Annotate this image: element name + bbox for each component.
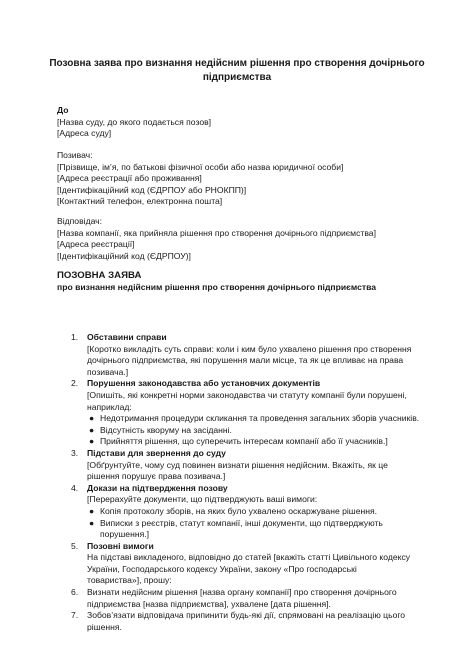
item-text: рішення порушує права позивача.] xyxy=(87,471,226,482)
item-title: Позовні вимоги xyxy=(87,540,154,551)
item-text: [Обґрунтуйте, чому суд повинен визнати рішення недійсним. Вкажіть, як це xyxy=(87,459,388,470)
item-title: Обставини справи xyxy=(87,332,167,342)
item-title: Порушення законодавства або установчих документів xyxy=(87,378,321,389)
item-number: 2. xyxy=(71,378,79,389)
plaintiff-block xyxy=(57,150,437,208)
defendant-block xyxy=(57,216,437,262)
bullet-icon: ● xyxy=(89,505,95,516)
list-item xyxy=(57,483,427,541)
bullet-list xyxy=(87,506,427,541)
bullet-text: порушення.] xyxy=(100,529,150,540)
item-text: товариства»], прошу: xyxy=(87,575,172,586)
title-line: підприємства xyxy=(202,72,272,83)
defendant-label: Відповідач: xyxy=(57,216,103,226)
plaintiff-label: Позивач: xyxy=(57,150,93,160)
item-number: 7. xyxy=(71,610,79,621)
bullet-item xyxy=(87,436,427,448)
plaintiff-name: [Прізвище, ім’я, по батькові фізичної особи або назва юридичної особи] xyxy=(57,161,344,172)
item-text: [Коротко викладіть суть справи: коли і ким було ухвалено рішення про створення xyxy=(87,343,412,354)
list-item xyxy=(57,587,427,610)
item-text: Зобов’язати відповідача припинити будь-які дії, спрямовані на реалізацію цього xyxy=(87,610,406,621)
bullet-list xyxy=(87,413,427,448)
list-item xyxy=(57,448,427,483)
document-title xyxy=(40,57,434,85)
court-name: [Назва суду, до якого подається позов] xyxy=(57,116,212,127)
plaintiff-address: [Адреса реєстрації або проживання] xyxy=(57,173,202,184)
court-address: [Адреса суду] xyxy=(57,128,112,139)
claim-items-list xyxy=(57,332,427,633)
list-item xyxy=(57,610,427,633)
bullet-text: Недотримання процедури скликання та проведення загальних зборів учасників. xyxy=(100,413,420,424)
item-number: 6. xyxy=(71,587,79,598)
bullet-icon: ● xyxy=(89,424,95,435)
item-number: 1. xyxy=(71,332,79,342)
list-item xyxy=(57,541,427,587)
item-text: [Опишіть, які конкретні норми законодавства чи статуту компанії були порушені, xyxy=(87,389,407,400)
list-item xyxy=(57,332,427,378)
bullet-text: Копія протоколу зборів, на яких було ухвалено оскаржуване рішення. xyxy=(100,505,378,516)
defendant-name: [Назва компанії, яка прийняла рішення про створення дочірнього підприємства] xyxy=(57,227,376,238)
item-text: дочірнього підприємства, які порушення мали місце, та як це впливає на права xyxy=(87,355,404,366)
plaintiff-code: [Ідентифікаційний код (ЄДРПОУ або РНОКПП)] xyxy=(57,184,247,195)
plaintiff-contacts: [Контактний телефон, електронна пошта] xyxy=(57,196,223,207)
defendant-code: [Ідентифікаційний код (ЄДРПОУ)] xyxy=(57,250,191,261)
bullet-item xyxy=(87,506,427,518)
claim-heading: ПОЗОВНА ЗАЯВА xyxy=(57,270,142,281)
bullet-text: Прийняття рішення, що суперечить інтересам компанії або її учасників.] xyxy=(100,436,388,447)
bullet-item xyxy=(87,413,427,425)
item-text: рішення. xyxy=(87,621,122,632)
bullet-text: Відсутність кворуму на засіданні. xyxy=(100,424,232,435)
item-number: 4. xyxy=(71,482,79,493)
claim-subheading: про визнання недійсним рішення про створення дочірнього підприємства xyxy=(57,281,377,292)
title-line: Позовна заява про визнання недійсним рішення про створення дочірнього xyxy=(49,58,425,69)
bullet-icon: ● xyxy=(89,517,95,528)
bullet-icon: ● xyxy=(89,413,95,424)
bullet-item xyxy=(87,425,427,437)
claim-heading-block xyxy=(57,270,437,293)
defendant-address: [Адреса реєстрації] xyxy=(57,239,135,250)
item-title: Підстави для звернення до суду xyxy=(87,447,226,458)
item-text: позивача.] xyxy=(87,366,129,377)
item-text: [Перерахуйте документи, що підтверджують ваші вимоги: xyxy=(87,494,318,505)
item-text: Визнати недійсним рішення [назва органу компанії] про створення дочірнього xyxy=(87,587,397,598)
bullet-icon: ● xyxy=(89,436,95,447)
list-item xyxy=(57,378,427,448)
bullet-text: Виписки з реєстрів, статут компанії, інші документи, що підтверджують xyxy=(100,517,383,528)
bullet-item xyxy=(87,518,427,541)
item-text: України, Господарського кодексу України, закону «Про господарські xyxy=(87,563,357,574)
item-number: 3. xyxy=(71,447,79,458)
to-label: До xyxy=(57,105,69,115)
addressee-block xyxy=(57,105,437,140)
item-text: підприємства [назва підприємства], ухвалене [дата рішення]. xyxy=(87,598,331,609)
item-text: наприклад: xyxy=(87,401,132,412)
item-title: Докази на підтвердження позову xyxy=(87,482,228,493)
item-number: 5. xyxy=(71,540,79,551)
item-text: На підставі викладеного, відповідно до статей [вкажіть статті Цивільного кодексу xyxy=(87,552,411,563)
